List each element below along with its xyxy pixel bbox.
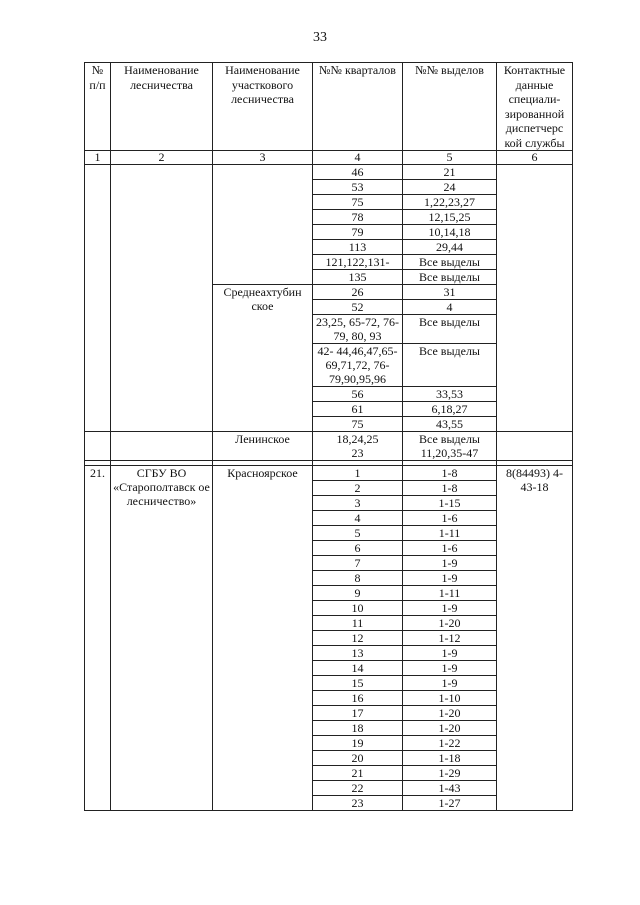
subforestry-name: Красноярское xyxy=(213,466,313,811)
section-cell: 1-20 xyxy=(403,721,497,736)
quarter-cell: 78 xyxy=(313,210,403,225)
column-number-row xyxy=(85,151,573,165)
quarter-cell: 9 xyxy=(313,586,403,601)
page-number: 33 xyxy=(313,30,327,45)
section-cell: 1-10 xyxy=(403,691,497,706)
quarter-cell: 52 xyxy=(313,300,403,315)
table-row xyxy=(85,165,573,180)
section-cell: 1-9 xyxy=(403,646,497,661)
quarter-cell: 3 xyxy=(313,496,403,511)
header-contacts: Контактные данные специали-зированной диспетчерс кой службы xyxy=(497,63,573,151)
section-cell: 1-27 xyxy=(403,796,497,811)
quarter-cell: 13 xyxy=(313,646,403,661)
quarter-cell: 20 xyxy=(313,751,403,766)
quarter-cell: 61 xyxy=(313,402,403,417)
section-cell: 1-6 xyxy=(403,541,497,556)
section-cell: Все выделы xyxy=(403,255,497,270)
quarter-cell: 23,25, 65-72, 76-79, 80, 93 xyxy=(313,315,403,344)
quarter-cell: 22 xyxy=(313,781,403,796)
subforestry-name: Ленинское xyxy=(213,432,313,461)
quarter-cell: 19 xyxy=(313,736,403,751)
section-cell: 4 xyxy=(403,300,497,315)
quarter-cell: 18 xyxy=(313,721,403,736)
section-cell: 10,14,18 xyxy=(403,225,497,240)
quarter-cell: 113 xyxy=(313,240,403,255)
section-cell: 1-9 xyxy=(403,571,497,586)
section-cell: 1-15 xyxy=(403,496,497,511)
section-cell: 1-9 xyxy=(403,601,497,616)
quarter-value: 23 xyxy=(351,446,364,460)
quarter-cell: 5 xyxy=(313,526,403,541)
quarter-cell: 7 xyxy=(313,556,403,571)
quarter-cell: 121,122,131- xyxy=(313,255,403,270)
forestry-name-cell xyxy=(111,165,213,432)
section-cell: 1-9 xyxy=(403,676,497,691)
entry-num-cell xyxy=(85,165,111,432)
section-cell: 1-11 xyxy=(403,526,497,541)
section-cell: 29,44 xyxy=(403,240,497,255)
entry-num: 21. xyxy=(85,466,111,811)
col-number: 1 xyxy=(85,151,111,165)
quarter-cell xyxy=(313,432,403,461)
section-cell: 1-8 xyxy=(403,481,497,496)
col-number: 5 xyxy=(403,151,497,165)
quarter-cell: 4 xyxy=(313,511,403,526)
section-cell: 43,55 xyxy=(403,417,497,432)
section-cell: 1-8 xyxy=(403,466,497,481)
forestry-table xyxy=(84,62,573,811)
quarter-cell: 16 xyxy=(313,691,403,706)
quarter-cell: 11 xyxy=(313,616,403,631)
section-cell: Все выделы xyxy=(403,344,497,387)
contact-cell xyxy=(497,432,573,461)
quarter-cell: 14 xyxy=(313,661,403,676)
quarter-cell: 8 xyxy=(313,571,403,586)
quarter-cell: 12 xyxy=(313,631,403,646)
section-cell: 1-9 xyxy=(403,661,497,676)
quarter-cell: 75 xyxy=(313,195,403,210)
section-cell: 1-6 xyxy=(403,511,497,526)
entry-num-cell xyxy=(85,432,111,461)
section-cell: 12,15,25 xyxy=(403,210,497,225)
header-subforestry: Наименование участкового лесничества xyxy=(213,63,313,151)
col-number: 6 xyxy=(497,151,573,165)
section-cell xyxy=(403,432,497,461)
section-cell: 1-9 xyxy=(403,556,497,571)
subforestry-name: Среднеахтубин ское xyxy=(213,285,313,432)
header-quarters: №№ кварталов xyxy=(313,63,403,151)
table-row xyxy=(85,466,573,481)
quarter-cell: 10 xyxy=(313,601,403,616)
section-cell: 1-20 xyxy=(403,616,497,631)
quarter-cell: 15 xyxy=(313,676,403,691)
col-number: 2 xyxy=(111,151,213,165)
header-row xyxy=(85,63,573,151)
quarter-cell: 46 xyxy=(313,165,403,180)
section-cell: 1-29 xyxy=(403,766,497,781)
subforestry-cell xyxy=(213,165,313,285)
section-cell: 1-18 xyxy=(403,751,497,766)
quarter-cell: 53 xyxy=(313,180,403,195)
section-cell: 1,22,23,27 xyxy=(403,195,497,210)
col-number: 3 xyxy=(213,151,313,165)
quarter-cell: 1 xyxy=(313,466,403,481)
contact-cell xyxy=(497,165,573,432)
col-number: 4 xyxy=(313,151,403,165)
section-cell: 1-20 xyxy=(403,706,497,721)
section-cell: 1-43 xyxy=(403,781,497,796)
quarter-cell: 26 xyxy=(313,285,403,300)
section-value: 11,20,35-47 xyxy=(420,446,479,460)
table-row xyxy=(85,432,573,461)
section-value: Все выделы xyxy=(418,432,480,446)
quarter-value: 18,24,25 xyxy=(336,432,379,446)
quarter-cell: 23 xyxy=(313,796,403,811)
section-cell: Все выделы xyxy=(403,270,497,285)
forestry-name-cell xyxy=(111,432,213,461)
header-num: № п/п xyxy=(85,63,111,151)
quarter-cell: 2 xyxy=(313,481,403,496)
contact-info: 8(84493) 4-43-18 xyxy=(497,466,573,811)
section-cell: Все выделы xyxy=(403,315,497,344)
section-cell: 21 xyxy=(403,165,497,180)
quarter-cell: 17 xyxy=(313,706,403,721)
quarter-cell: 6 xyxy=(313,541,403,556)
section-cell: 31 xyxy=(403,285,497,300)
quarter-cell: 75 xyxy=(313,417,403,432)
section-cell: 1-11 xyxy=(403,586,497,601)
section-cell: 24 xyxy=(403,180,497,195)
section-cell: 33,53 xyxy=(403,387,497,402)
header-forestry: Наименование лесничества xyxy=(111,63,213,151)
header-sections: №№ выделов xyxy=(403,63,497,151)
quarter-cell: 21 xyxy=(313,766,403,781)
section-cell: 1-12 xyxy=(403,631,497,646)
forestry-name: СГБУ ВО «Старополтавск ое лесничество» xyxy=(111,466,213,811)
section-cell: 6,18,27 xyxy=(403,402,497,417)
section-cell: 1-22 xyxy=(403,736,497,751)
quarter-cell: 42- 44,46,47,65- 69,71,72, 76- 79,90,95,96 xyxy=(313,344,403,387)
quarter-cell: 79 xyxy=(313,225,403,240)
quarter-cell: 135 xyxy=(313,270,403,285)
quarter-cell: 56 xyxy=(313,387,403,402)
